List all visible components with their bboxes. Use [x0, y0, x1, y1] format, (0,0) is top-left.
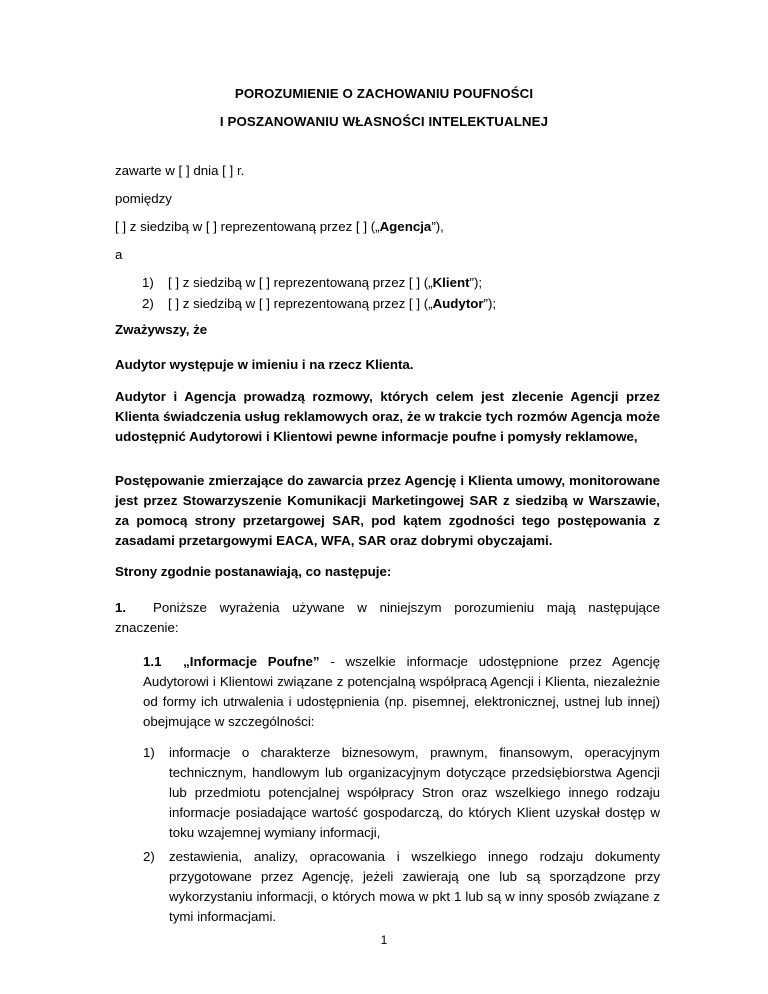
- definition-item-2: [143, 847, 660, 927]
- party-client-prefix: [ ] z siedzibą w [ ] reprezentowaną przez [ ] („: [168, 275, 433, 290]
- party-agency-name: Agencja: [379, 219, 432, 234]
- party-client-suffix: ”);: [469, 275, 483, 290]
- party-auditor: [142, 296, 496, 311]
- section-1-text: Poniższe wyrażenia używane w niniejszym porozumieniu mają następujące znaczenie:: [115, 600, 660, 635]
- party-auditor-prefix: [ ] z siedzibą w [ ] reprezentowaną przez [ ] („: [168, 296, 433, 311]
- party-client-number: 1): [142, 275, 154, 290]
- party-auditor-suffix: ”);: [483, 296, 497, 311]
- document-title-line-1: POROZUMIENIE O ZACHOWANIU POUFNOŚCI: [234, 86, 534, 101]
- party-auditor-number: 2): [142, 296, 154, 311]
- section-1-1: [143, 652, 660, 732]
- party-client: [142, 275, 482, 290]
- definition-item-2-number: 2): [143, 849, 155, 864]
- definition-item-1-number: 1): [143, 745, 155, 760]
- recital-1: Audytor występuje w imieniu i na rzecz Klienta.: [115, 357, 414, 372]
- party-client-name: Klient: [432, 275, 470, 290]
- section-1-number: 1.: [115, 600, 127, 615]
- between-line: pomiędzy: [115, 191, 172, 206]
- document-title-line-2: I POSZANOWANIU WŁASNOŚCI INTELEKTUALNEJ: [219, 114, 549, 129]
- section-1-1-text: - wszelkie informacje udostępnione przez Agencję Audytorowi i Klientowi związane z potencjalną współpracą Agencji i Klienta, niezależnie od formy ich utrwalenia i udostępnienia (np. pisemnej, elektronicznej, ustnej lub innej) obejmujące w szczególności:: [143, 654, 661, 729]
- definition-item-1: [143, 743, 660, 843]
- section-1-1-number: 1.1: [143, 654, 162, 669]
- recital-2: Audytor i Agencja prowadzą rozmowy, których celem jest zlecenie Agencji przez Klienta świadczenia usług reklamowych oraz, że w trakcie tych rozmów Agencja może udostępnić Audytorowi i Klientowi pewne informacje poufne i pomysły reklamowe,: [115, 389, 660, 444]
- concluded-line: zawarte w [ ] dnia [ ] r.: [115, 163, 245, 178]
- party-agency-suffix: ”),: [431, 219, 444, 234]
- page-number: 1: [380, 933, 388, 947]
- definition-item-1-text: informacje o charakterze biznesowym, prawnym, finansowym, operacyjnym technicznym, handlowym lub organizacyjnym dotyczące przedsiębiorstwa Agencji lub przedmiotu potencjalnej współpracy Stron oraz wszelkiego innego rodzaju informacje posiadające wartość gospodarczą, do których Klient uzyskał dostęp w toku wzajemnej wymiany informacji,: [169, 745, 660, 840]
- section-1: [115, 598, 660, 638]
- party-agency-prefix: [ ] z siedzibą w [ ] reprezentowaną przez [ ] („: [115, 219, 380, 234]
- party-auditor-name: Audytor: [432, 296, 484, 311]
- definition-item-2-text: zestawienia, analizy, opracowania i wszelkiego innego rodzaju dokumenty przygotowane przez Agencję, jeżeli zawierają one lub są sporządzone przy wykorzystaniu informacji, o których mowa w pkt 1 lub są w inny sposób związane z tymi informacjami.: [169, 849, 660, 924]
- and-line: a: [115, 247, 123, 262]
- recital-3: Postępowanie zmierzające do zawarcia przez Agencję i Klienta umowy, monitorowane jest przez Stowarzyszenie Komunikacji Marketingowej SAR z siedzibą w Warszawie, za pomocą strony przetargowej SAR, pod kątem zgodności tego postępowania z zasadami przetargowymi EACA, WFA, SAR oraz dobrymi obyczajami.: [115, 473, 660, 548]
- whereas-heading: Zważywszy, że: [115, 322, 208, 337]
- agreed-line: Strony zgodnie postanawiają, co następuje:: [115, 564, 392, 579]
- party-agency: [115, 219, 444, 234]
- section-1-1-term: „Informacje Poufne”: [183, 654, 320, 669]
